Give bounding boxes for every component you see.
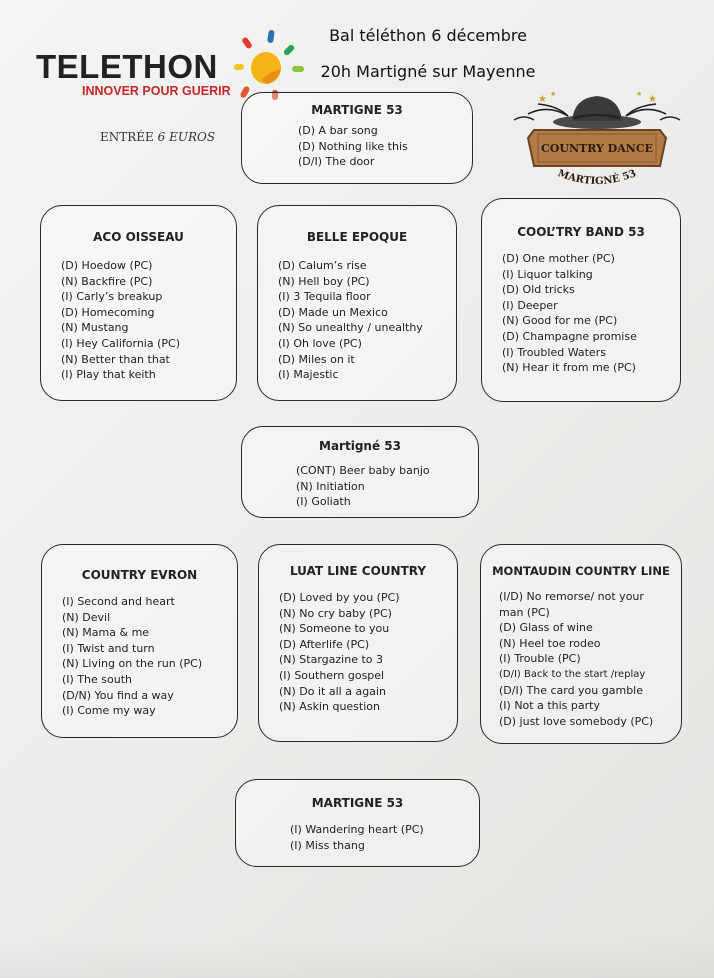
song-item: (N) Someone to you: [279, 622, 390, 636]
badge-arc-text: MARTIGNÉ 53: [556, 168, 638, 188]
song-list: [279, 590, 457, 715]
song-item: (N) Initiation: [296, 479, 365, 493]
song-item: (I) Liquor talking: [502, 267, 593, 281]
song-item: (I) Goliath: [296, 495, 351, 509]
club-box-martigne-2: [241, 426, 479, 518]
song-item: (D) Nothing like this: [298, 139, 408, 153]
club-box-martigne-3: [235, 779, 480, 867]
club-title: Martigné 53: [319, 439, 401, 453]
entry-price: [100, 130, 215, 144]
song-item: (D) Made un Mexico: [278, 305, 388, 319]
song-item: (N) Backfire (PC): [61, 274, 153, 288]
song-item: (I) Carly’s breakup: [61, 290, 163, 304]
song-item: (CONT) Beer baby banjo: [296, 464, 430, 477]
svg-text:★: ★: [550, 90, 557, 98]
club-title: COOL’TRY BAND 53: [517, 225, 645, 239]
club-box-cooltry-band: [481, 198, 681, 402]
song-item: (D) Old tricks: [502, 283, 575, 297]
song-item: (I) Not a this party: [499, 699, 600, 713]
logo-tagline: INNOVER POUR GUERIR: [82, 84, 231, 98]
song-item: (N) Good for me (PC): [502, 314, 618, 328]
country-dance-badge: [508, 86, 686, 198]
song-item: (I) Trouble (PC): [499, 652, 581, 666]
song-item: (D/I) The door: [298, 155, 375, 169]
club-title: BELLE EPOQUE: [306, 230, 408, 244]
song-item: (I) Southern gospel: [279, 668, 385, 682]
club-title: COUNTRY EVRON: [81, 568, 198, 582]
song-list: [296, 463, 478, 510]
song-item: (I) Second and heart: [62, 595, 175, 608]
song-list: [62, 594, 237, 719]
song-item: (I) Hey California (PC): [61, 336, 180, 350]
entry-label: ENTRÉE: [100, 130, 154, 144]
song-list: [499, 589, 671, 729]
song-item: (I) Come my way: [62, 704, 156, 718]
song-item: (D) Hoedow (PC): [61, 259, 153, 272]
event-subtitle: 20h Martigné sur Mayenne: [320, 62, 536, 81]
song-item: (I) Deeper: [502, 298, 558, 312]
song-item: (I) Troubled Waters: [502, 345, 606, 359]
song-item: (N) No cry baby (PC): [279, 606, 392, 620]
svg-text:★: ★: [648, 94, 657, 105]
song-item: (D/N) You find a way: [62, 688, 174, 702]
entry-amount: 6 EUROS: [157, 130, 216, 144]
song-list: [290, 822, 479, 853]
song-item: (N) Better than that: [61, 352, 170, 366]
logo-wordmark: TELETHON: [36, 48, 218, 85]
song-item: (N) Stargazine to 3: [279, 653, 384, 667]
svg-text:★: ★: [636, 90, 643, 98]
song-item: (N) Devil: [62, 610, 111, 624]
song-item: (N) Heel toe rodeo: [499, 636, 601, 650]
club-title: MARTIGNE 53: [311, 796, 404, 810]
club-box-luat-line: [258, 544, 458, 742]
cowboy-hat-icon: [553, 96, 641, 129]
club-box-martigne-1: [241, 92, 473, 184]
song-item: (D) just love somebody (PC): [499, 714, 654, 728]
song-item: (N) Askin question: [279, 700, 380, 714]
song-item: (I) Majestic: [278, 368, 339, 382]
song-item: (N) Living on the run (PC): [62, 657, 203, 671]
song-list: [278, 258, 456, 383]
club-box-country-evron: [41, 544, 238, 738]
song-item: (I) 3 Tequila floor: [278, 290, 371, 304]
club-title: LUAT LINE COUNTRY: [289, 564, 427, 578]
sun-icon: [234, 28, 306, 102]
song-list: [502, 251, 680, 376]
svg-text:★: ★: [538, 94, 547, 105]
song-item: (N) Do it all a again: [279, 684, 386, 698]
club-box-belle-epoque: [257, 205, 457, 401]
song-item: (D) One mother (PC): [502, 252, 615, 265]
song-item: (I) Wandering heart (PC): [290, 823, 424, 836]
song-item: (D) Loved by you (PC): [279, 591, 400, 604]
song-item: (D) Champagne promise: [502, 329, 637, 343]
song-item: (D) A bar song: [298, 124, 378, 137]
song-item: (I/D) No remorse/ not your man (PC): [499, 590, 644, 619]
event-title: Bal téléthon 6 décembre: [329, 26, 527, 45]
song-item: (I) Oh love (PC): [278, 336, 362, 350]
song-item: (N) Mustang: [61, 321, 129, 335]
club-title: MONTAUDIN COUNTRY LINE: [492, 564, 670, 578]
song-item: (I) The south: [62, 672, 132, 686]
song-list: [61, 258, 236, 383]
song-item: (N) Hear it from me (PC): [502, 361, 636, 375]
club-title: ACO OISSEAU: [93, 230, 184, 244]
song-item: (D) Homecoming: [61, 305, 155, 319]
paper-shadow: [0, 938, 714, 978]
song-item: (I) Play that keith: [61, 368, 156, 382]
song-item: (D) Calum’s rise: [278, 259, 367, 272]
song-list: [298, 123, 472, 170]
club-title: MARTIGNE 53: [311, 103, 403, 117]
club-box-montaudin: [480, 544, 682, 744]
song-item: (D) Glass of wine: [499, 621, 593, 635]
song-item: (I) Miss thang: [290, 838, 365, 852]
song-item: (N) So unealthy / unealthy: [278, 321, 423, 335]
badge-plaque-text: COUNTRY DANCE: [541, 142, 653, 155]
song-item: (D/I) The card you gamble: [499, 683, 644, 697]
song-item: (I) Twist and turn: [62, 641, 155, 655]
song-item: (D) Afterlife (PC): [279, 637, 370, 651]
song-item: (N) Hell boy (PC): [278, 274, 370, 288]
song-item: (D) Miles on it: [278, 352, 355, 366]
song-item: (N) Mama & me: [62, 626, 150, 640]
club-box-aco-oisseau: [40, 205, 237, 401]
song-item: (D/I) Back to the start /replay: [499, 668, 646, 680]
